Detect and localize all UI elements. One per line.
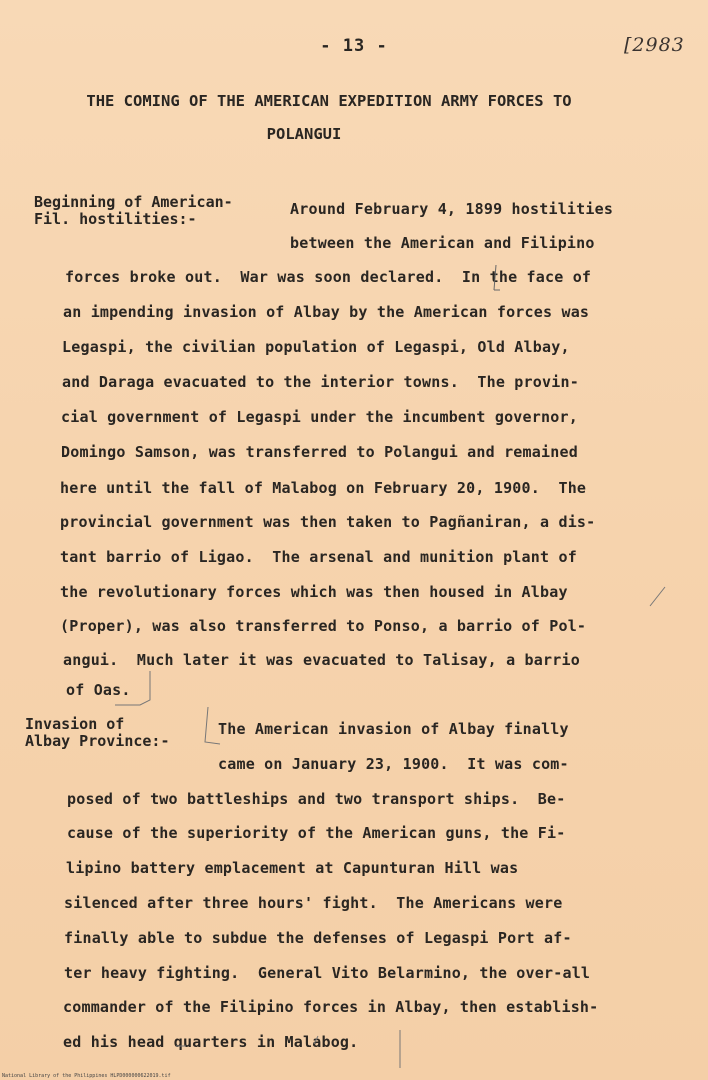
- scan-footer: National Library of the Philippines HLPD000000622019.tif: [2, 1073, 171, 1079]
- body-line: cause of the superiority of the American guns, the Fi-: [67, 824, 566, 842]
- body-line: the revolutionary forces which was then housed in Albay: [60, 583, 568, 601]
- title-line-2: POLANGUI: [266, 125, 342, 143]
- body-line: ter heavy fighting. General Vito Belarmino, the over-all: [64, 964, 591, 982]
- body-line: Around February 4, 1899 hostilities: [290, 200, 614, 218]
- side-heading-invasion: [25, 716, 170, 750]
- body-line: Legaspi, the civilian population of Legaspi, Old Albay,: [62, 338, 570, 356]
- body-line: angui. Much later it was evacuated to Talisay, a barrio: [63, 651, 580, 669]
- body-line: came on January 23, 1900. It was com-: [218, 755, 569, 773]
- side-heading-hostilities: [34, 194, 233, 228]
- body-line: silenced after three hours' fight. The Americans were: [64, 894, 563, 912]
- body-line: finally able to subdue the defenses of Legaspi Port af-: [64, 929, 572, 947]
- body-line: cial government of Legaspi under the incumbent governor,: [61, 408, 578, 426]
- side-heading-line: Albay Province:-: [25, 732, 170, 750]
- side-heading-line: Beginning of American-: [34, 193, 233, 211]
- page-number: - 13 -: [320, 36, 388, 56]
- handwritten-page-number: [2983: [624, 34, 685, 56]
- body-line: an impending invasion of Albay by the American forces was: [63, 303, 590, 321]
- side-heading-line: Invasion of: [25, 715, 125, 733]
- body-line: here until the fall of Malabog on February 20, 1900. The: [60, 479, 587, 497]
- body-line: and Daraga evacuated to the interior towns. The provin-: [62, 373, 579, 391]
- body-line: provincial government was then taken to Pagñaniran, a dis-: [60, 513, 596, 531]
- body-line: The American invasion of Albay finally: [218, 720, 569, 738]
- body-line: of Oas.: [66, 681, 131, 699]
- body-line: tant barrio of Ligao. The arsenal and munition plant of: [60, 548, 577, 566]
- body-line: lipino battery emplacement at Capunturan Hill was: [66, 859, 519, 877]
- side-heading-line: Fil. hostilities:-: [34, 210, 197, 228]
- body-line: forces broke out. War was soon declared. In the face of: [65, 268, 592, 286]
- body-line: Domingo Samson, was transferred to Polangui and remained: [61, 443, 578, 461]
- body-line: commander of the Filipino forces in Albay, then establish-: [63, 998, 599, 1016]
- title-line-1: THE COMING OF THE AMERICAN EXPEDITION ARMY FORCES TO: [86, 92, 572, 110]
- body-line: posed of two battleships and two transport ships. Be-: [67, 790, 566, 808]
- body-line: ed his head quarters in Malabog.: [63, 1033, 359, 1051]
- body-line: between the American and Filipino: [290, 234, 595, 252]
- body-line: (Proper), was also transferred to Ponso, a barrio of Pol-: [60, 617, 587, 635]
